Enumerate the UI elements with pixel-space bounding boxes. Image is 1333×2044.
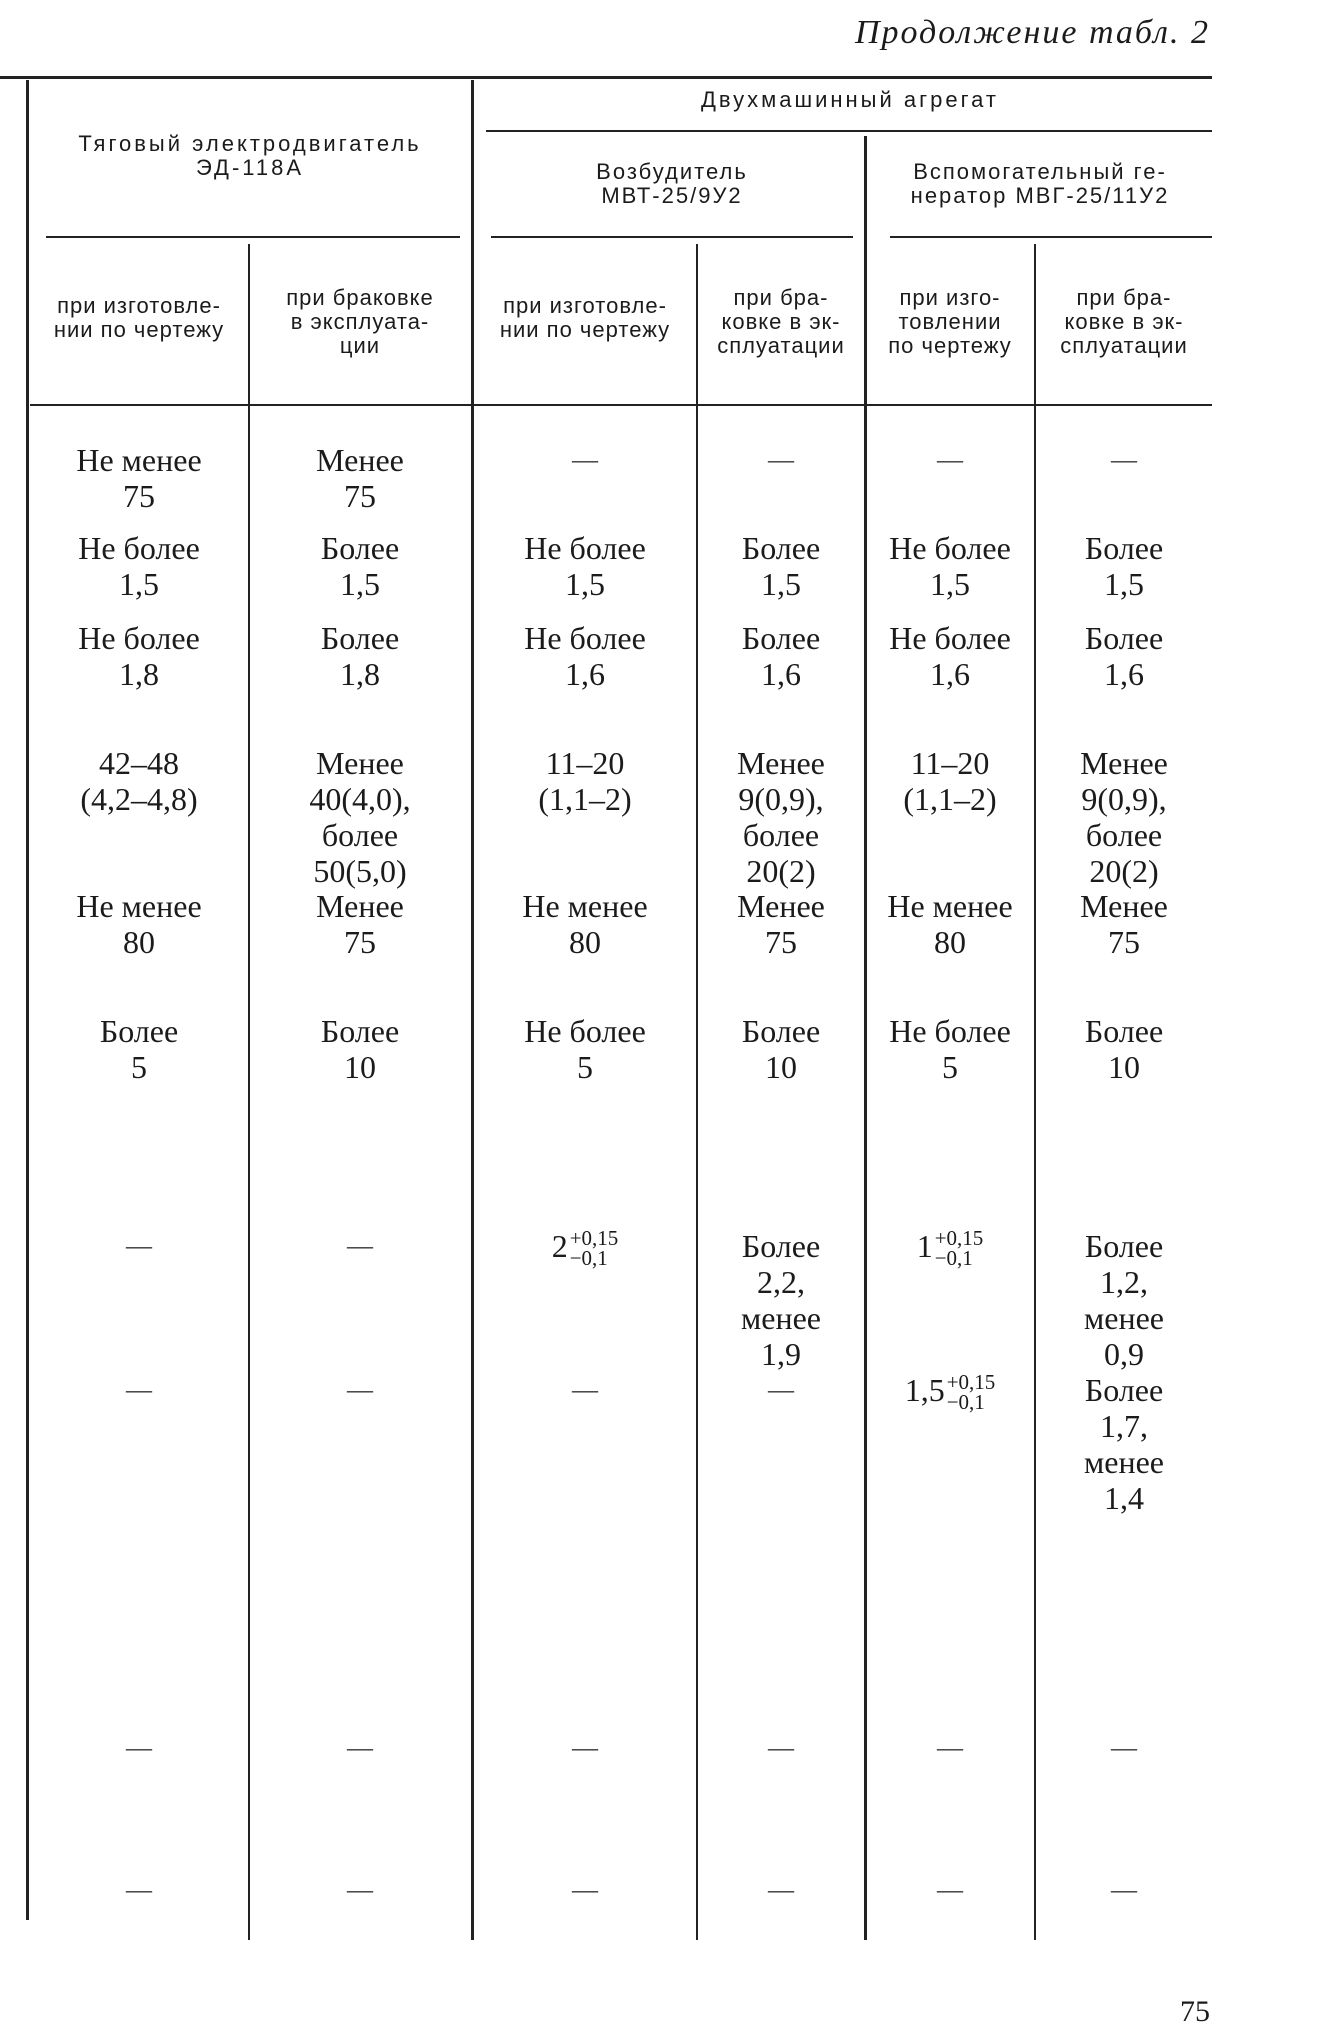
col-header-3: при изготовле- нии по чертежу	[499, 293, 671, 342]
table-cell-r3-c6: Более 1,6	[1084, 620, 1164, 692]
table-cell-r4-c6: Менее 9(0,9), более 20(2)	[1080, 745, 1168, 889]
agregat-underline	[486, 130, 1212, 132]
left-border	[26, 80, 29, 1920]
table-cell-r4-c5: 11–20 (1,1–2)	[903, 745, 997, 817]
table-cell-r5-c4: Менее 75	[737, 888, 825, 960]
sub2b-underline	[890, 236, 1212, 238]
table-cell-r4-c2: Менее 40(4,0), более 50(5,0)	[309, 745, 411, 889]
table-cell-r7-c2: —	[347, 1231, 373, 1260]
table-cell-r10-c2: —	[347, 1875, 373, 1904]
table-cell-r5-c1: Не менее 80	[76, 888, 202, 960]
col-divider-5	[1034, 244, 1036, 1940]
table-cell-r7-c1: —	[126, 1231, 152, 1260]
table-cell-r4-c1: 42–48 (4,2–4,8)	[80, 745, 198, 817]
sub2a-underline	[491, 236, 853, 238]
table-cell-r5-c5: Не менее 80	[887, 888, 1013, 960]
table-cell-r7-c5	[866, 1225, 1034, 1270]
table-cell-r6-c4: Более 10	[741, 1013, 821, 1085]
col-divider-3	[696, 244, 698, 1940]
table-cell-r3-c2: Более 1,8	[320, 620, 400, 692]
header-vozbuditel: Возбудитель МВТ-25/9У2	[596, 159, 748, 208]
tolerance-upper: +0,15	[946, 1369, 996, 1394]
table-cell-r5-c3: Не менее 80	[522, 888, 648, 960]
table-cell-r1-c1: Не менее 75	[76, 442, 202, 514]
table-cell-r8-c2: —	[347, 1375, 373, 1404]
page-number: 75	[1180, 1995, 1210, 2028]
table-cell-r10-c4: —	[768, 1875, 794, 1904]
table-cell-r7-c3	[474, 1225, 696, 1270]
table-cell-r6-c6: Более 10	[1084, 1013, 1164, 1085]
table-cell-r9-c4: —	[768, 1733, 794, 1762]
header-bottom-rule	[30, 404, 1212, 406]
table-cell-r3-c4: Более 1,6	[741, 620, 821, 692]
col-header-5: при изго- товлении по чертежу	[888, 285, 1012, 358]
table-cell-r1-c3: —	[572, 445, 598, 474]
top-rule	[0, 76, 1212, 79]
group-divider	[471, 80, 474, 1940]
table-cell-r1-c5: —	[937, 445, 963, 474]
table-cell-r9-c3: —	[572, 1733, 598, 1762]
table-cell-r8-c4: —	[768, 1375, 794, 1404]
table-cell-r2-c6: Более 1,5	[1084, 530, 1164, 602]
table-cell-r2-c2: Более 1,5	[320, 530, 400, 602]
table-cell-r8-c5	[866, 1369, 1034, 1414]
tolerance-stack	[569, 1225, 619, 1270]
col-header-2: при браковке в эксплуата- ции	[286, 285, 434, 358]
tolerance-base: 1	[916, 1228, 933, 1264]
table-cell-r10-c5: —	[937, 1875, 963, 1904]
header-ed118a: Тяговый электродвигатель ЭД-118А	[78, 131, 422, 180]
col-header-6: при бра- ковке в эк- сплуатации	[1060, 285, 1188, 358]
tolerance-upper: +0,15	[569, 1225, 619, 1250]
table-cell-r1-c6: —	[1111, 445, 1137, 474]
col-header-1: при изготовле- нии по чертежу	[53, 293, 225, 342]
table-cell-r5-c2: Менее 75	[316, 888, 404, 960]
table-cell-r9-c6: —	[1111, 1733, 1137, 1762]
table-cell-r2-c1: Не более 1,5	[78, 530, 200, 602]
tolerance-stack	[934, 1225, 984, 1270]
table-cell-r2-c3: Не более 1,5	[524, 530, 646, 602]
tolerance-stack	[946, 1369, 996, 1414]
tolerance-upper: +0,15	[934, 1225, 984, 1250]
table-cell-r3-c3: Не более 1,6	[524, 620, 646, 692]
table-cell-r7-c4: Более 2,2, менее 1,9	[741, 1228, 821, 1372]
tolerance-lower: −0,1	[934, 1245, 973, 1270]
table-cell-r8-c3: —	[572, 1375, 598, 1404]
table-cell-r7-c6: Более 1,2, менее 0,9	[1084, 1228, 1164, 1372]
tolerance-base: 2	[551, 1228, 568, 1264]
tolerance-lower: −0,1	[946, 1389, 985, 1414]
table-cell-r6-c5: Не более 5	[889, 1013, 1011, 1085]
header-generator: Вспомогательный ге- нератор МВГ-25/11У2	[910, 159, 1170, 208]
table-cell-r2-c4: Более 1,5	[741, 530, 821, 602]
table-cell-r1-c2: Менее 75	[316, 442, 404, 514]
tolerance-lower: −0,1	[569, 1245, 608, 1270]
table-cell-r8-c6: Более 1,7, менее 1,4	[1084, 1372, 1164, 1516]
table-cell-r2-c5: Не более 1,5	[889, 530, 1011, 602]
table-cell-r9-c5: —	[937, 1733, 963, 1762]
table-cell-r4-c3: 11–20 (1,1–2)	[538, 745, 632, 817]
tolerance-base: 1,5	[904, 1372, 945, 1408]
table-cell-r6-c3: Не более 5	[524, 1013, 646, 1085]
header-agregat: Двухмашинный агрегат	[700, 87, 999, 112]
table-cell-r10-c1: —	[126, 1875, 152, 1904]
table-cell-r4-c4: Менее 9(0,9), более 20(2)	[737, 745, 825, 889]
table-caption: Продолжение табл. 2	[854, 14, 1210, 51]
table-cell-r6-c1: Более 5	[99, 1013, 179, 1085]
table-cell-r8-c1: —	[126, 1375, 152, 1404]
table-cell-r3-c5: Не более 1,6	[889, 620, 1011, 692]
table-cell-r6-c2: Более 10	[320, 1013, 400, 1085]
table-cell-r9-c2: —	[347, 1733, 373, 1762]
table-cell-r5-c6: Менее 75	[1080, 888, 1168, 960]
col-header-4: при бра- ковке в эк- сплуатации	[717, 285, 845, 358]
group1-underline	[46, 236, 460, 238]
table-cell-r10-c3: —	[572, 1875, 598, 1904]
table-cell-r10-c6: —	[1111, 1875, 1137, 1904]
table-cell-r9-c1: —	[126, 1733, 152, 1762]
table-cell-r1-c4: —	[768, 445, 794, 474]
table-cell-r3-c1: Не более 1,8	[78, 620, 200, 692]
